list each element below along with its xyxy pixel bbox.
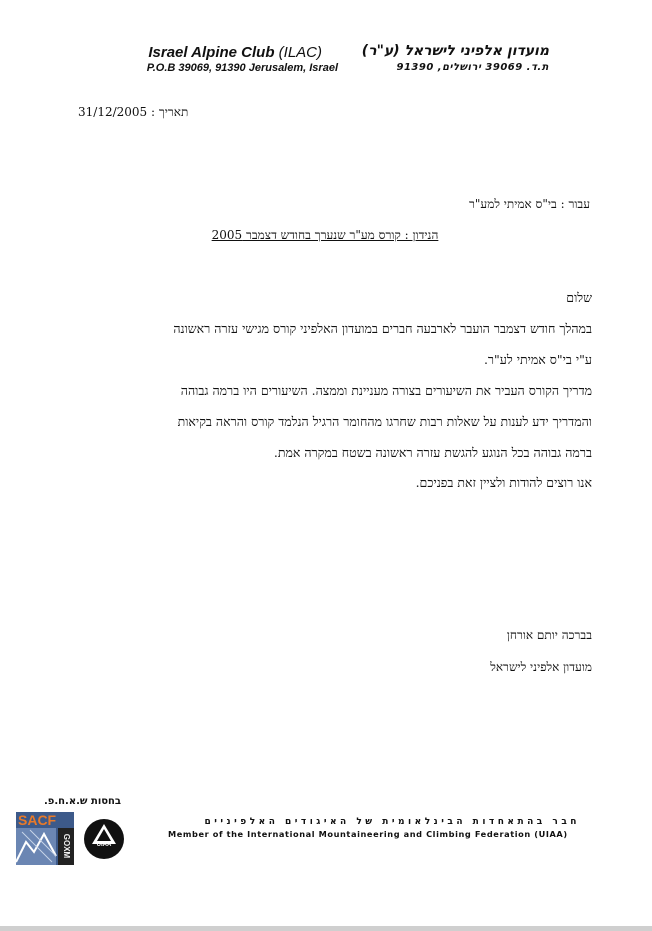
org-abbreviation: (ILAC)	[278, 44, 322, 61]
org-address-hebrew: ת.ד. 39069 ירושלים, 91390	[396, 62, 549, 73]
letter-date: תאריך : 31/12/2005	[78, 105, 189, 119]
letter-line-2: ע"י בי"ס אמיתי לע"ר.	[483, 352, 592, 367]
uiaa-emblem-icon	[83, 818, 125, 860]
federation-membership-english: Member of the International Mountaineering and Climbing Federation (UIAA)	[168, 829, 568, 839]
sacf-logo-text: SACF	[18, 812, 57, 828]
page-bottom-edge	[0, 926, 652, 931]
org-name-english: Israel Alpine Club (ILAC)	[148, 44, 322, 61]
svg-text:GOXM: GOXM	[62, 833, 71, 859]
letter-greeting: שלום	[566, 290, 592, 305]
sponsor-label: בחסות ש.א.ח.פ.	[44, 796, 122, 807]
letter-signature: בברכה יותם אורחן	[506, 628, 592, 642]
letter-organization: מועדון אלפיני לישראל	[490, 660, 592, 674]
letter-line-3: מדריך הקורס העביר את השיעורים בצורה מעניינת וממצה. השיעורים היו ברמה גבוהה	[180, 383, 592, 398]
letter-recipient: עבור : בי"ס אמיתי למע"ר	[469, 197, 590, 211]
org-name-hebrew: מועדון אלפיני לישראל (ע"ר)	[361, 43, 549, 59]
letter-line-1: במהלך חודש דצמבר הועבר לארבעה חברים במועדון האלפיני קורס מגישי עזרה ראשונה	[173, 321, 592, 336]
uiaa-logo	[83, 818, 125, 860]
federation-membership-hebrew: חבר בהתאחדות הבינלאומית של האיגודים האלפיניים	[204, 817, 580, 827]
sacf-logo	[16, 812, 74, 865]
letter-subject: הנידון : קורס מע"ר שנערך בחודש דצמבר 2005	[211, 228, 439, 242]
letter-line-4: והמדריך ידע לענות על שאלות רבות שחרגו מהחומר הרגיל הנלמד קורס והראה בקיאות	[177, 414, 592, 429]
letter-line-5: ברמה גבוהה בכל הנוגע להגשת עזרה ראשונה בשטח במקרה אמת.	[273, 445, 592, 460]
mountain-icon	[16, 812, 74, 865]
letter-line-6: אנו רוצים להודות ולציין זאת בפניכם.	[415, 475, 592, 490]
uiaa-logo-text: UIAA	[96, 842, 112, 848]
org-address-english: P.O.B 39069, 91390 Jerusalem, Israel	[146, 62, 338, 74]
